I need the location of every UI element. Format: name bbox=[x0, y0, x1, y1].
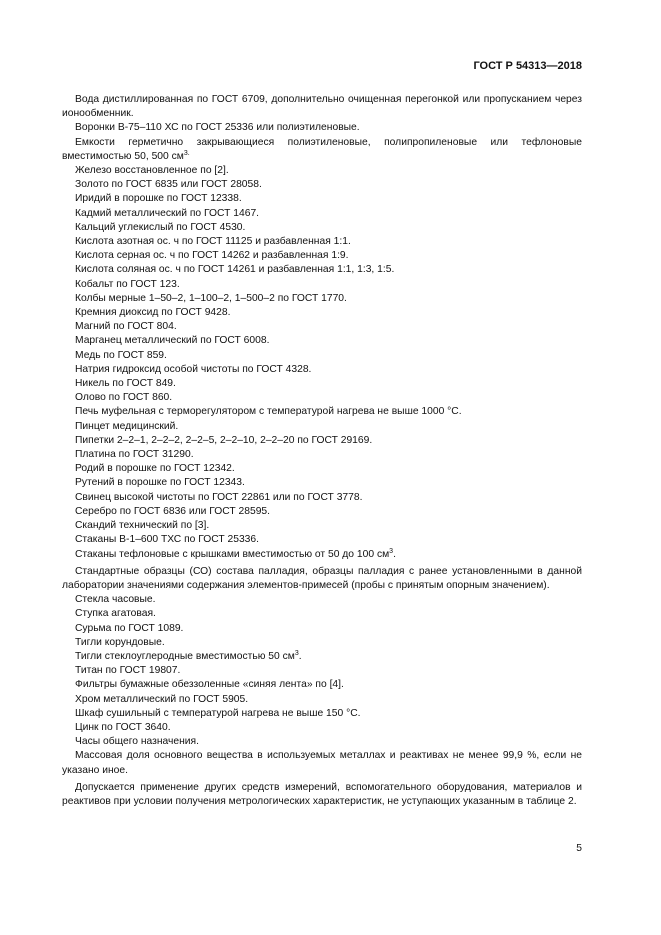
list-item: Тигли стеклоуглеродные вместимостью 50 $см^3$. bbox=[75, 649, 302, 662]
list-item: Натрия гидроксид особой чистоты по ГОСТ 4328. bbox=[75, 363, 312, 375]
list-item: Пипетки 2–2–1, 2–2–2, 2–2–5, 2–2–10, 2–2–20 по ГОСТ 29169. bbox=[75, 434, 373, 446]
list-item: Скандий технический по [3]. bbox=[75, 520, 210, 532]
list-item: Вода дистиллированная по ГОСТ 6709, дополнительно очищенная перегонкой или пропусканием через ионообменник. bbox=[62, 94, 582, 120]
list-item: Рутений в порошке по ГОСТ 12343. bbox=[75, 477, 245, 489]
list-item: Железо восстановленное по [2]. bbox=[75, 165, 229, 177]
list-item: Кадмий металлический по ГОСТ 1467. bbox=[75, 207, 260, 219]
list-item: Кобальт по ГОСТ 123. bbox=[75, 278, 180, 290]
list-item: Стаканы тефлоновые с крышками вместимостью от 50 до 100 $см^3$. bbox=[75, 547, 396, 560]
list-item: Серебро по ГОСТ 6836 или ГОСТ 28595. bbox=[75, 505, 271, 517]
list-item: Свинец высокой чистоты по ГОСТ 22861 или по ГОСТ 3778. bbox=[75, 491, 363, 503]
list-item: Титан по ГОСТ 19807. bbox=[75, 665, 181, 677]
list-item: Кислота соляная ос. ч по ГОСТ 14261 и разбавленная 1:1, 1:3, 1:5. bbox=[75, 264, 395, 276]
superscript: 3 bbox=[294, 649, 299, 657]
list-item: Марганец металлический по ГОСТ 6008. bbox=[75, 335, 270, 347]
list-item: Медь по ГОСТ 859. bbox=[75, 349, 167, 361]
list-item: Колбы мерные 1–50–2, 1–100–2, 1–500–2 по ГОСТ 1770. bbox=[75, 292, 347, 304]
list-item: Хром металлический по ГОСТ 5905. bbox=[75, 693, 249, 705]
superscript: 3 bbox=[389, 547, 394, 555]
list-item: Шкаф сушильный с температурой нагрева не выше 150 °С. bbox=[75, 707, 361, 719]
list-item: Цинк по ГОСТ 3640. bbox=[75, 721, 171, 733]
list-item: Кислота азотная ос. ч по ГОСТ 11125 и разбавленная 1:1. bbox=[75, 236, 351, 248]
list-item: Сурьма по ГОСТ 1089. bbox=[75, 622, 184, 634]
list-item: Печь муфельная с терморегулятором с температурой нагрева не выше 1000 °С. bbox=[75, 406, 462, 418]
paragraph: Массовая доля основного вещества в используемых металлах и реактивах не менее 99,9 %, если не указано иное. bbox=[62, 750, 582, 776]
list-item: Тигли корундовые. bbox=[75, 636, 165, 648]
list-item: Родий в порошке по ГОСТ 12342. bbox=[75, 463, 235, 475]
list-item: Стекла часовые. bbox=[75, 594, 156, 606]
list-item: Иридий в порошке по ГОСТ 12338. bbox=[75, 193, 242, 205]
list-item: Емкости герметично закрывающиеся полиэтиленовые, полипропиленовые или тефлоновые вместимостью 50, 500 $см^{3.}$ bbox=[62, 136, 582, 162]
list-item: Воронки В-75–110 ХС по ГОСТ 25336 или полиэтиленовые. bbox=[75, 122, 360, 134]
list-item: Стаканы В-1–600 ТХС по ГОСТ 25336. bbox=[75, 534, 259, 546]
list-item: Кальций углекислый по ГОСТ 4530. bbox=[75, 221, 246, 233]
equipment-list bbox=[62, 93, 582, 809]
list-item: Олово по ГОСТ 860. bbox=[75, 392, 173, 404]
list-item: Стандартные образцы (СО) состава палладия, образцы палладия с ранее установленными в данной лаборатории значениями содержания элементов-примесей (пробы с принятым опорным значением). bbox=[62, 565, 582, 591]
list-item: Кремния диоксид по ГОСТ 9428. bbox=[75, 307, 231, 319]
list-item: Платина по ГОСТ 31290. bbox=[75, 449, 194, 461]
list-item: Кислота серная ос. ч по ГОСТ 14262 и разбавленная 1:9. bbox=[75, 250, 349, 262]
list-item: Пинцет медицинский. bbox=[75, 420, 179, 432]
list-item: Золото по ГОСТ 6835 или ГОСТ 28058. bbox=[75, 179, 262, 191]
list-item: Часы общего назначения. bbox=[75, 736, 199, 748]
list-item: Никель по ГОСТ 849. bbox=[75, 378, 176, 390]
list-item: Магний по ГОСТ 804. bbox=[75, 321, 177, 333]
standard-designation: ГОСТ Р 54313—2018 bbox=[473, 60, 582, 72]
paragraph: Допускается применение других средств измерений, вспомогательного оборудования, материалов и реактивов при условии получения метрологических характеристик, не уступающих указанным в таблице 2. bbox=[62, 781, 582, 807]
list-item: Фильтры бумажные обеззоленные «синяя лента» по [4]. bbox=[75, 679, 344, 691]
page-number: 5 bbox=[576, 843, 582, 854]
superscript: 3. bbox=[183, 149, 190, 157]
list-item: Ступка агатовая. bbox=[75, 608, 156, 620]
